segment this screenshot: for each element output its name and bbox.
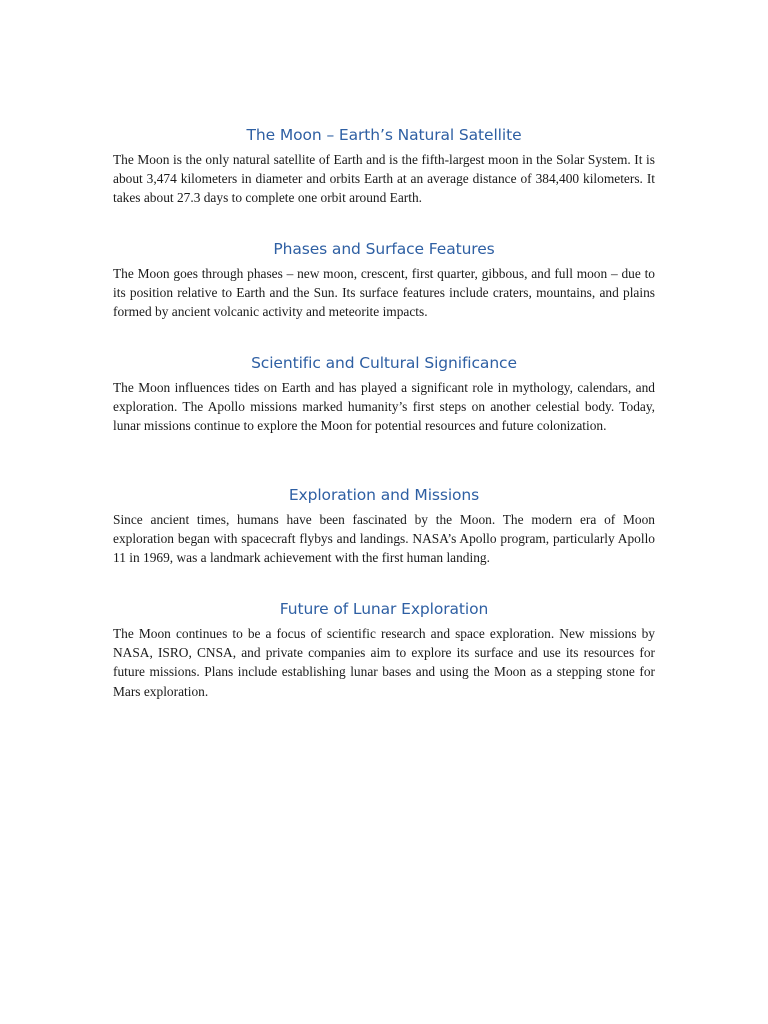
section-future-exploration (113, 598, 655, 712)
document-page (113, 124, 655, 712)
section-heading: Phases and Surface Features (273, 240, 495, 258)
section-heading: The Moon – Earth’s Natural Satellite (246, 126, 522, 144)
section-paragraph: The Moon continues to be a focus of scientific research and space exploration. New missions by NASA, ISRO, CNSA, and private companies aim to explore its surface and use its resources for future missions. Plans include establishing lunar bases and using the Moon as a stepping stone for Mars exploration. (113, 626, 655, 699)
section-heading: Future of Lunar Exploration (279, 600, 489, 618)
section-heading: Scientific and Cultural Significance (251, 354, 517, 372)
section-heading: Exploration and Missions (288, 486, 480, 504)
section-paragraph: Since ancient times, humans have been fascinated by the Moon. The modern era of Moon exploration began with spacecraft flybys and landings. NASA’s Apollo program, particularly Apollo 11 in 1969, was a landmark achievement with the first human landing. (113, 512, 655, 566)
section-exploration-missions (113, 484, 655, 598)
section-paragraph: The Moon influences tides on Earth and has played a significant role in mythology, calendars, and exploration. The Apollo missions marked humanity’s first steps on another celestial body. Today, lunar missions continue to explore the Moon for potential resources and future colonization. (113, 380, 655, 434)
section-scientific-cultural (113, 352, 655, 484)
section-paragraph: The Moon goes through phases – new moon, crescent, first quarter, gibbous, and full moon – due to its position relative to Earth and the Sun. Its surface features include craters, mountains, and plains formed by ancient volcanic activity and meteorite impacts. (113, 266, 655, 320)
section-phases-surface (113, 238, 655, 352)
section-moon-natural-satellite (113, 124, 655, 238)
section-paragraph: The Moon is the only natural satellite of Earth and is the fifth-largest moon in the Solar System. It is about 3,474 kilometers in diameter and orbits Earth at an average distance of 384,400 kilometers. It takes about 27.3 days to complete one orbit around Earth. (113, 152, 655, 206)
